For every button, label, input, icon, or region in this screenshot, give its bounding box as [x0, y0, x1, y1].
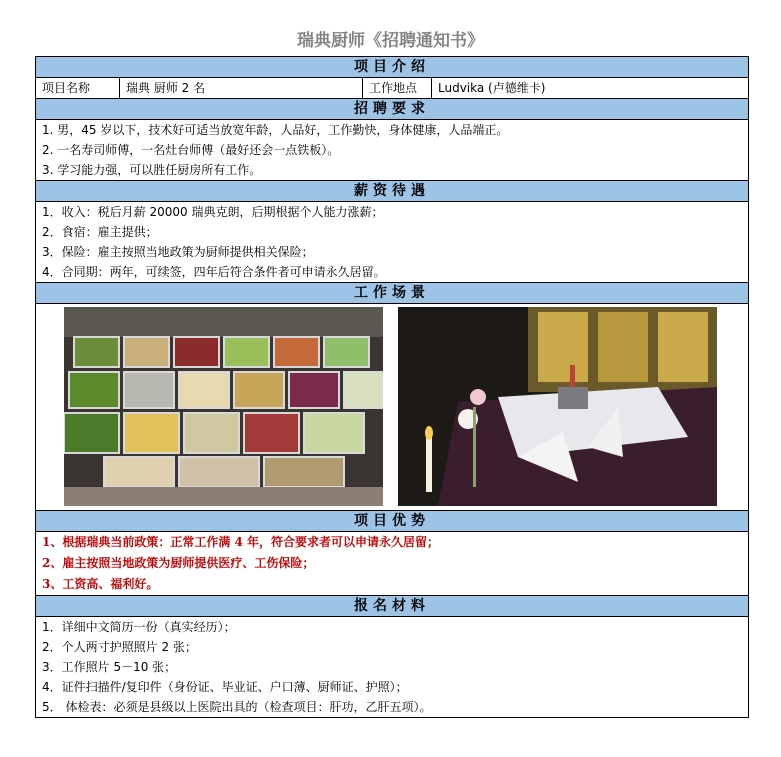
requirements-list	[36, 120, 748, 181]
project-info-row	[36, 78, 748, 99]
salary-item: 1．收入：税后月薪 20000 瑞典克朗，后期根据个人能力涨薪；	[42, 205, 384, 219]
material-item: 1．详细中文简历一份（真实经历）；	[42, 620, 236, 634]
project-name-value: 瑞典 厨师 2 名	[120, 78, 363, 98]
section-header-project: 项目介绍	[36, 57, 748, 78]
materials-list	[36, 617, 748, 718]
salary-item: 2．食宿：雇主提供；	[42, 225, 158, 239]
project-name-label: 项目名称	[36, 78, 120, 98]
requirement-item: 2. 一名寿司师傅，一名灶台师傅（最好还会一点铁板）。	[42, 143, 340, 157]
requirement-item: 3. 学习能力强，可以胜任厨房所有工作。	[42, 163, 262, 177]
material-item: 4．证件扫描件/复印件（身份证、毕业证、户口薄、厨师证、护照）；	[42, 680, 408, 694]
section-header-advantages: 项目优势	[36, 511, 748, 532]
salad-bar-photo	[64, 307, 383, 506]
dining-table-photo	[398, 307, 717, 506]
location-value	[432, 78, 748, 98]
recruitment-sheet	[35, 56, 749, 718]
material-item: 2．个人两寸护照照片 2 张；	[42, 640, 197, 654]
requirement-item: 1. 男，45 岁以下，技术好可适当放宽年龄，人品好，工作勤快，身体健康，人品端正。	[42, 123, 509, 137]
advantage-item: 2、雇主按照当地政策为厨师提供医疗、工伤保险；	[42, 556, 315, 570]
location-value-text: Ludvika (卢德维卡)	[438, 81, 546, 95]
section-header-materials: 报名材料	[36, 596, 748, 617]
salary-item: 3．保险：雇主按照当地政策为厨师提供相关保险；	[42, 245, 314, 259]
workplace-photos	[36, 304, 748, 511]
advantage-item: 1、根据瑞典当前政策：正常工作满 4 年，符合要求者可以申请永久居留；	[42, 535, 440, 549]
advantage-item: 3、工资高、福利好。	[42, 577, 159, 591]
section-header-workplace: 工作场景	[36, 283, 748, 304]
material-item: 5． 体检表：必须是县级以上医院出具的（检查项目：肝功，乙肝五项）。	[42, 700, 432, 714]
section-header-salary: 薪资待遇	[36, 181, 748, 202]
advantages-list	[36, 532, 748, 596]
material-item: 3．工作照片 5－10 张；	[42, 660, 177, 674]
location-label: 工作地点	[363, 78, 432, 98]
salary-item: 4．合同期：两年，可续签，四年后符合条件者可申请永久居留。	[42, 265, 386, 279]
salary-list	[36, 202, 748, 283]
section-header-requirements: 招聘要求	[36, 99, 748, 120]
page-title: 瑞典厨师《招聘通知书》	[297, 31, 484, 51]
